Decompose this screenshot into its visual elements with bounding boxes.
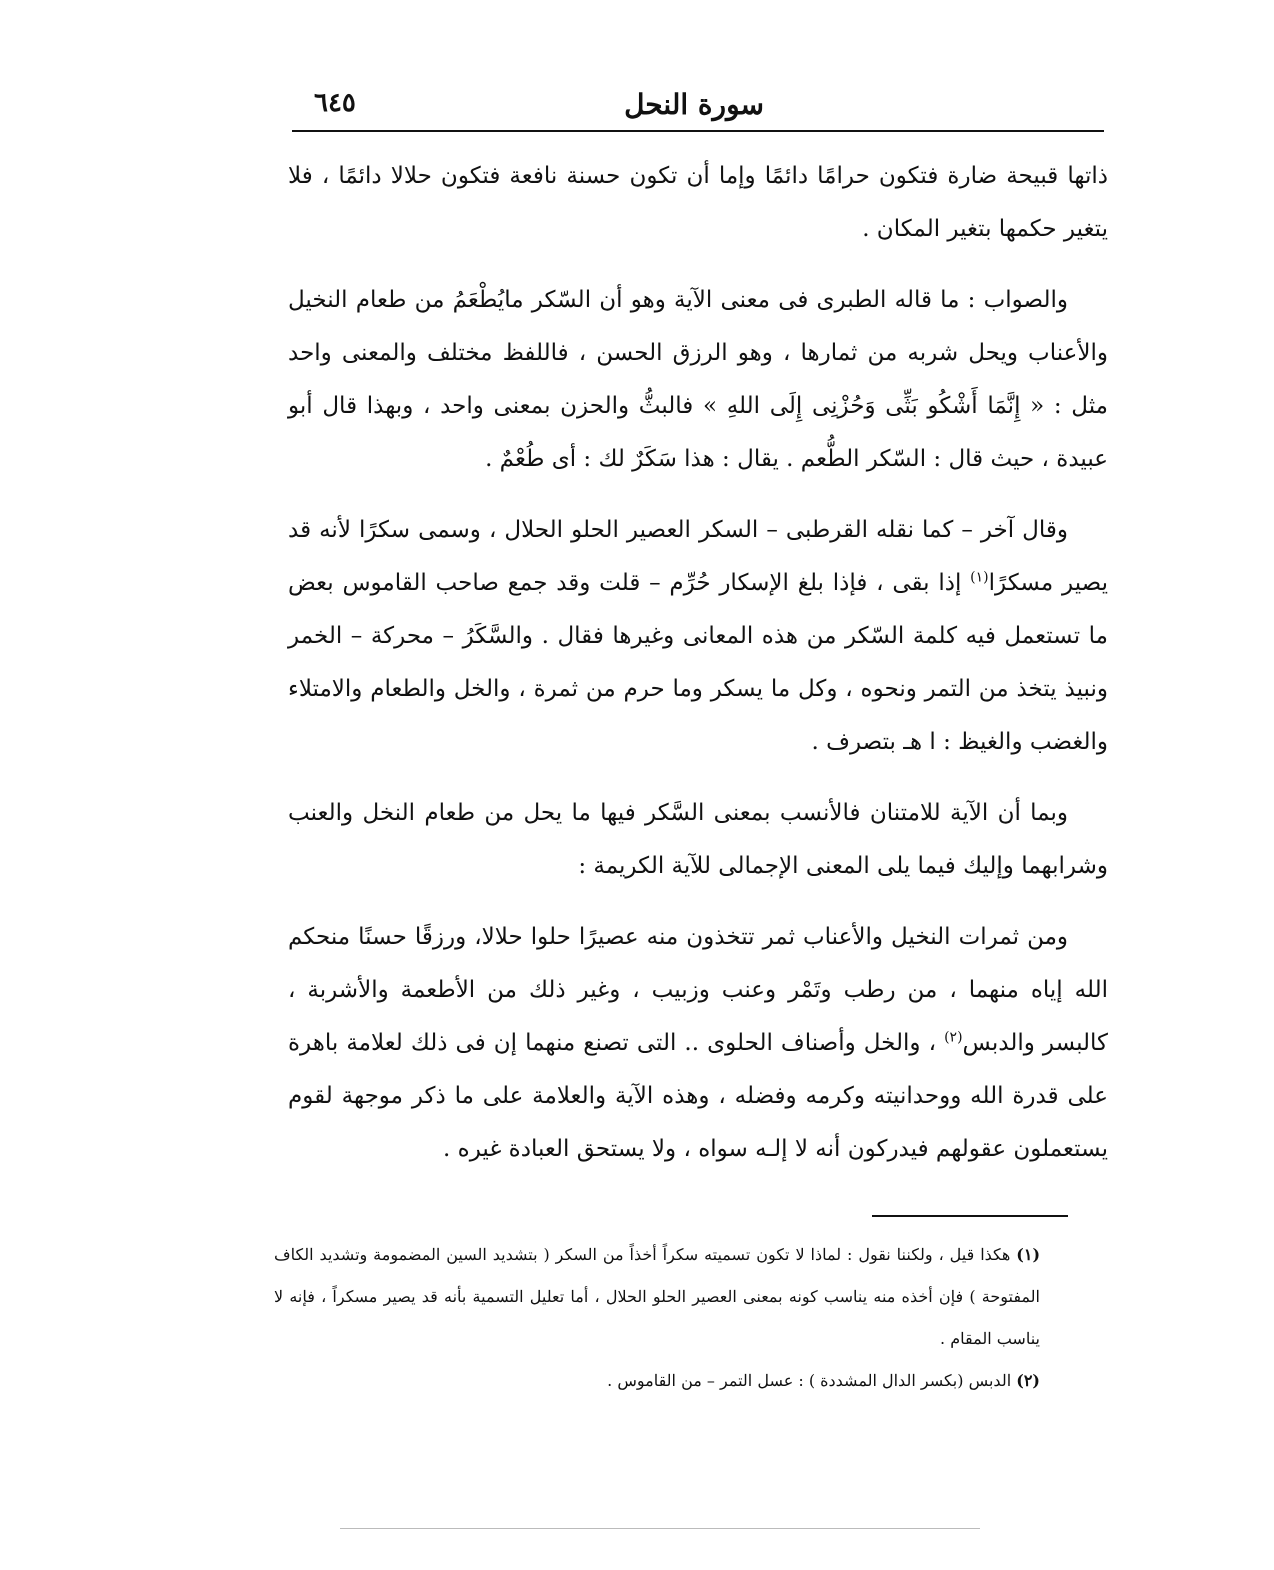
footnote-2 [274,1360,1040,1402]
paragraph-3-part-1: وقال آخر – كما نقله القرطبى – السكر العصير الحلو الحلال ، وسمى سكرًا لأنه قد يصير مسكرًا [288,517,1108,596]
header-rule [292,130,1104,132]
page-number: ٦٤٥ [314,88,356,118]
footnote-text: هكذا قيل ، ولكننا نقول : لماذا لا تكون تسميته سكراً أخذاً من السكر ( بتشديد السين المضمومة وتشديد الكاف المفتوحة ) فإن أخذه منه يناسب كونه بمعنى العصير الحلو الحلال ، أما تعليل التسمية بأنه قد يصير مسكراً ، فإنه لا يناسب المقام . [274,1245,1040,1348]
footnote-number: (٢) [1016,1371,1040,1390]
paragraph-2: والصواب : ما قاله الطبرى فى معنى الآية وهو أن السّكر مايُطْعَمُ من طعام النخيل والأعناب ويحل شربه من ثمارها ، وهو الرزق الحسن ، فاللفظ مختلف والمعنى واحد مثل : « إِنَّمَا أَشْكُو بَثِّى وَحُزْنِى إِلَى اللهِ » فالبثُّ والحزن بمعنى واحد ، وبهذا قال أبو عبيدة ، حيث قال : السّكر الطُّعم . يقال : هذا سَكَرٌ لك : أى طُعْمٌ . [288,287,1108,472]
scan-edge-line [340,1528,980,1529]
footnote-1 [274,1234,1040,1360]
footnote-text: الدبس (بكسر الدال المشددة ) : عسل التمر – من القاموس . [607,1371,1012,1390]
paragraph-5-part-1: ومن ثمرات النخيل والأعناب ثمر تتخذون منه عصيرًا حلوا حلالا، ورزقًا حسنًا منحكم الله إياه منهما ، من رطب وتَمْر وعنب وزبيب ، وغير ذلك من الأطعمة والأشربة ، كالبسر والدبس [288,924,1109,1056]
footnote-rule [872,1215,1068,1217]
footnote-number: (١) [1016,1245,1041,1264]
paragraph-1: ذاتها قبيحة ضارة فتكون حرامًا دائمًا وإما أن تكون حسنة نافعة فتكون حلالا دائمًا ، فلا يتغير حكمها بتغير المكان . [288,163,1108,242]
footnotes [274,1234,1040,1402]
main-text [288,150,1108,1194]
footnote-ref-2: (٢) [944,1029,963,1046]
paragraph-4: وبما أن الآية للامتنان فالأنسب بمعنى السَّكر فيها ما يحل من طعام النخل والعنب وشرابهما وإليك فيما يلى المعنى الإجمالى للآية الكريمة : [288,800,1108,879]
page-title: سورة النحل [624,88,764,121]
paragraph-5 [288,911,1108,1176]
page-header [292,88,1104,128]
paragraph-3 [288,504,1108,769]
paragraph-5-part-2: ، والخل وأصناف الحلوى .. التى تصنع منهما إن فى ذلك لعلامة باهرة على قدرة الله ووحدانيته وكرمه وفضله ، وهذه الآية والعلامة على ما ذكر موجهة لقوم يستعملون عقولهم فيدركون أنه لا إلـه سواه ، ولا يستحق العبادة غيره . [288,1030,1108,1162]
paragraph-3-part-2: إذا بقى ، فإذا بلغ الإسكار حُرِّم – قلت وقد جمع صاحب القاموس بعض ما تستعمل فيه كلمة السّكر من هذه المعانى وغيرها فقال . والسَّكَرُ – محركة – الخمر ونبيذ يتخذ من التمر ونحوه ، وكل ما يسكر وما حرم من ثمرة ، والخل والطعام والامتلاء والغضب والغيظ : ا هـ بتصرف . [288,570,1108,755]
footnote-ref-1: (١) [970,569,989,586]
